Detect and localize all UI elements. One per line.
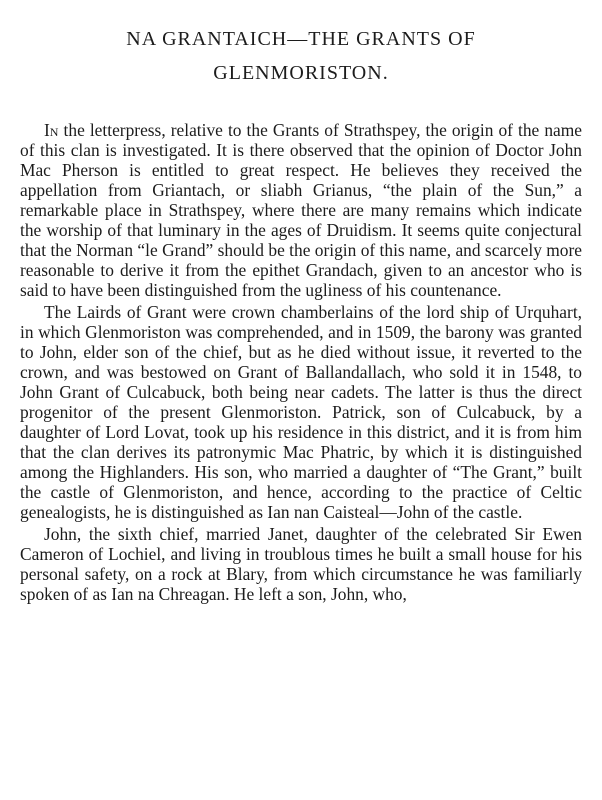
paragraph-3: [20, 524, 582, 604]
paragraph-1: [20, 120, 582, 300]
paragraph-3-text: John, the sixth chief, married Janet, daughter of the celebrated Sir Ewen Cameron of Lochiel, and living in troublous times he built a small house for his personal safety, on a rock at Blary, from which circumstance he was familiarly spoken of as Ian na Chreagan. He left a son, John, who,: [20, 524, 582, 604]
opening-word: In: [44, 120, 59, 140]
title-line-2: GLENMORISTON.: [213, 62, 389, 84]
paragraph-1-text: the letterpress, relative to the Grants of Strathspey, the origin of the name of this clan is investigated. It is there observed that the opinion of Doctor John Mac Pherson is entitled to great respect. He believes they received the appellation from Griantach, or sliabh Grianus, “the plain of the Sun,” a remarkable place in Strathspey, where there are many remains which indicate the worship of that luminary in the ages of Druidism. It seems quite conjectural that the Norman “le Grand” should be the origin of this name, and scarcely more reasonable to derive it from the epithet Grandach, given to an ancestor who is said to have been distinguished from the ugliness of his countenance.: [20, 120, 582, 300]
paragraph-2-text: The Lairds of Grant were crown chamberlains of the lord ship of Urquhart, in which Glenmoriston was comprehended, and in 1509, the barony was granted to John, elder son of the chief, but as he died without issue, it reverted to the crown, and was bestowed on Grant of Ballandallach, who sold it in 1548, to John Grant of Culcabuck, both being near cadets. The latter is thus the direct progenitor of the present Glenmoriston. Patrick, son of Culcabuck, by a daughter of Lord Lovat, took up his residence in this district, and it is from him that the clan derives its patronymic Mac Phatric, by which it is distinguished among the Highlanders. His son, who married a daughter of “The Grant,” built the castle of Glenmoriston, and hence, according to the practice of Celtic genealogists, he is distinguished as Ian nan Caisteal—John of the castle.: [20, 302, 582, 522]
page-title: [20, 22, 582, 90]
article-body: [20, 120, 582, 604]
paragraph-2: [20, 302, 582, 522]
title-line-1: NA GRANTAICH—THE GRANTS OF: [126, 28, 476, 50]
